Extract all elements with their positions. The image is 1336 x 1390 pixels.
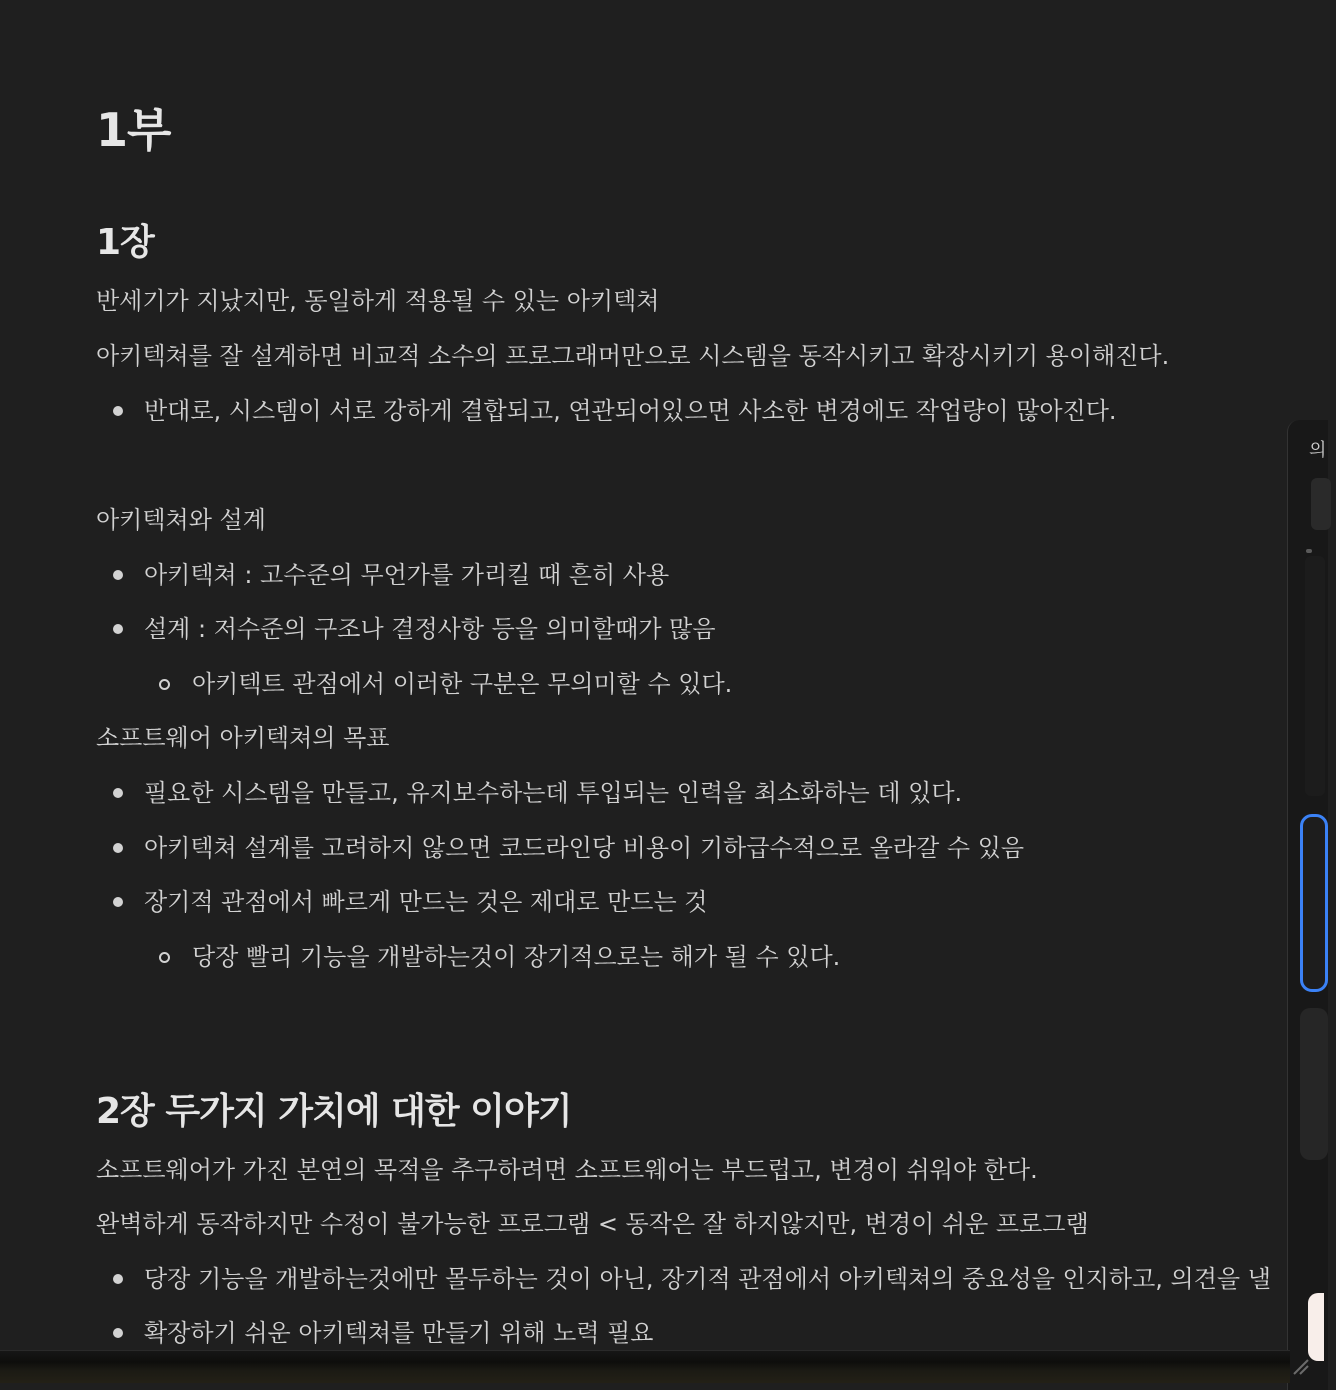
list-item-text: 장기적 관점에서 빠르게 만드는 것은 제대로 만드는 것 [144,888,708,916]
side-panel-indicator [1306,549,1312,553]
page-title: 1부 [96,103,171,157]
chapter-2-paragraph-1: 소프트웨어가 가진 본연의 목적을 추구하려면 소프트웨어는 부드럽고, 변경이 쉬워야 한다. [96,1156,1038,1184]
sub-list-item-text: 아키텍트 관점에서 이러한 구분은 무의미할 수 있다. [192,670,733,698]
bullet-icon [113,570,123,580]
bullet-icon [113,1328,123,1338]
list-item-text: 아키텍쳐 : 고수준의 무언가를 가리킬 때 흔히 사용 [144,561,670,589]
chapter-2-heading: 2장 두가지 가치에 대한 이야기 [96,1091,572,1132]
bullet-icon [113,406,123,416]
bullet-icon [113,1274,123,1284]
side-panel-focused-item[interactable] [1300,814,1328,992]
list-item-text: 당장 기능을 개발하는것에만 몰두하는 것이 아닌, 장기적 관점에서 아키텍쳐의 중요성을 인지하고, 의견을 낼 [144,1265,1271,1293]
side-panel-label: 의 [1309,440,1327,461]
chapter-1-paragraph: 아키텍쳐를 잘 설계하면 비교적 소수의 프로그래머만으로 시스템을 동작시키고 확장시키기 용이해진다. [96,342,1170,370]
section-title-architecture-design: 아키텍쳐와 설계 [96,506,266,534]
list-item-text: 반대로, 시스템이 서로 강하게 결합되고, 연관되어있으면 사소한 변경에도 작업량이 많아진다. [144,397,1117,425]
bullet-icon [113,788,123,798]
list-item-text: 필요한 시스템을 만들고, 유지보수하는데 투입되는 인력을 최소화하는 데 있다. [144,779,963,807]
list-item-text: 설계 : 저수준의 구조나 결정사항 등을 의미할때가 많음 [144,615,716,643]
side-panel-card[interactable] [1300,1008,1328,1160]
sub-list-item-text: 당장 빨리 기능을 개발하는것이 장기적으로는 해가 될 수 있다. [192,943,841,971]
list-item-text: 아키텍쳐 설계를 고려하지 않으면 코드라인당 비용이 기하급수적으로 올라갈 수 있음 [144,834,1025,862]
side-panel-thumbnail[interactable] [1308,1293,1324,1361]
chapter-1-subtitle: 반세기가 지났지만, 동일하게 적용될 수 있는 아키텍쳐 [96,287,660,315]
bottom-background-strip [0,1350,1290,1383]
resize-handle-icon[interactable] [1290,1356,1312,1376]
bullet-icon [113,897,123,907]
side-panel-tile[interactable] [1311,478,1331,530]
hollow-bullet-icon [159,952,170,963]
bullet-icon [113,624,123,634]
section-title-goal: 소프트웨어 아키텍쳐의 목표 [96,724,390,752]
chapter-1-heading: 1장 [96,222,154,263]
chapter-2-paragraph-2: 완벽하게 동작하지만 수정이 불가능한 프로그램 < 동작은 잘 하지않지만, 변경이 쉬운 프로그램 [96,1210,1089,1238]
hollow-bullet-icon [159,679,170,690]
side-panel-section[interactable] [1305,556,1325,796]
bullet-icon [113,843,123,853]
list-item-text: 확장하기 쉬운 아키텍쳐를 만들기 위해 노력 필요 [144,1319,654,1347]
